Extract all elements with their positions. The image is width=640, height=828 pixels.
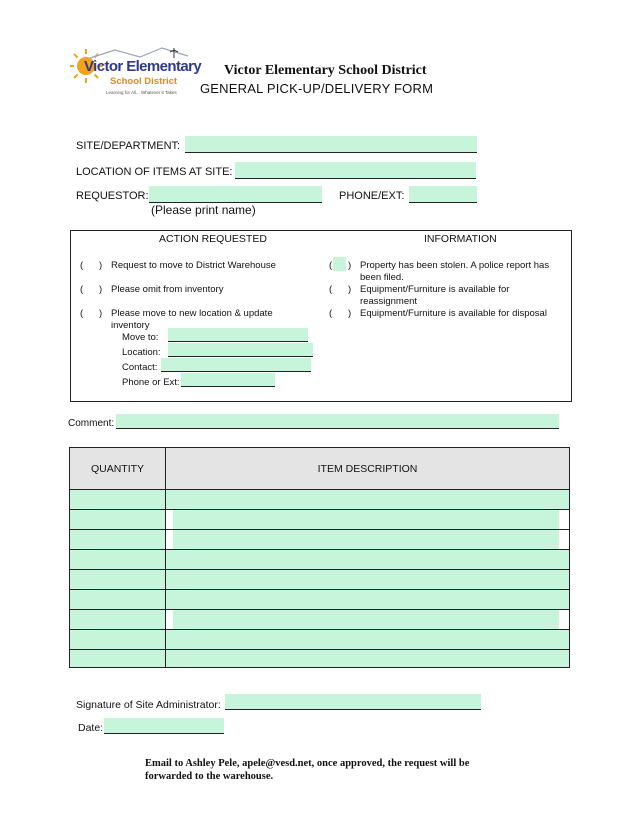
- cell-margin: [166, 510, 173, 529]
- action-info-box: [70, 230, 572, 402]
- move-to-label: Move to:: [122, 332, 159, 343]
- cell-margin: [559, 510, 569, 529]
- cell-margin: [559, 530, 569, 549]
- district-logo: [70, 44, 200, 100]
- action-paren-1[interactable]: ( ): [80, 260, 103, 271]
- info-item-disposal: Equipment/Furniture is available for disposal: [360, 308, 547, 319]
- table-row: [70, 530, 569, 550]
- table-row: [70, 570, 569, 590]
- logo-subtitle: School District: [110, 76, 178, 87]
- info-item-stolen: Property has been stolen. A police report has been filed.: [360, 260, 550, 283]
- items-table: [69, 447, 570, 668]
- comment-field[interactable]: [116, 414, 559, 429]
- requestor-label: REQUESTOR:: [76, 190, 149, 202]
- info-paren-3[interactable]: ( ): [329, 308, 352, 319]
- print-hint: (Please print name): [151, 203, 256, 217]
- date-field[interactable]: [104, 718, 224, 734]
- phone-field[interactable]: [409, 186, 477, 203]
- quantity-header: QUANTITY: [90, 463, 145, 475]
- action-paren-3[interactable]: ( ): [80, 308, 103, 319]
- location-label: LOCATION OF ITEMS AT SITE:: [76, 166, 233, 178]
- signature-field[interactable]: [225, 694, 481, 710]
- logo-name: Victor Elementary: [84, 58, 202, 75]
- logo-tagline: Learning for All... Whatever it Takes: [106, 90, 177, 95]
- signature-label: Signature of Site Administrator:: [76, 699, 221, 711]
- info-paren-1[interactable]: ( ): [329, 260, 352, 271]
- footer-line-1: Email to Ashley Pele, apele@vesd.net, once approved, the request will be: [145, 758, 470, 769]
- table-row: [70, 630, 569, 650]
- table-row: [70, 590, 569, 610]
- contact-field[interactable]: [161, 358, 311, 372]
- site-field[interactable]: [185, 136, 477, 153]
- footer-line-2: forwarded to the warehouse.: [145, 771, 274, 782]
- phone-label: PHONE/EXT:: [339, 190, 405, 202]
- action-item-omit: Please omit from inventory: [111, 284, 224, 295]
- move-to-field[interactable]: [168, 328, 308, 342]
- site-label: SITE/DEPARTMENT:: [76, 140, 181, 152]
- new-location-label: Location:: [122, 347, 161, 358]
- phone-ext-field[interactable]: [181, 373, 275, 387]
- cell-margin: [166, 610, 173, 629]
- table-row: [70, 650, 569, 667]
- action-item-warehouse: Request to move to District Warehouse: [111, 260, 276, 271]
- table-row: [70, 490, 569, 510]
- cell-margin: [559, 610, 569, 629]
- action-heading: ACTION REQUESTED: [159, 233, 267, 245]
- cell-margin: [166, 530, 173, 549]
- phone-ext-label: Phone or Ext:: [122, 377, 180, 388]
- info-paren-2[interactable]: ( ): [329, 284, 352, 295]
- table-row: [70, 510, 569, 530]
- location-field[interactable]: [235, 162, 476, 179]
- info-item-reassignment: Equipment/Furniture is available for reassignment: [360, 284, 510, 307]
- info-heading: INFORMATION: [424, 233, 497, 245]
- description-header: ITEM DESCRIPTION: [317, 463, 418, 475]
- action-paren-2[interactable]: ( ): [80, 284, 103, 295]
- body-divider: [165, 490, 166, 667]
- table-row: [70, 550, 569, 570]
- district-name: Victor Elementary School District: [224, 63, 427, 78]
- contact-label: Contact:: [122, 362, 158, 373]
- form-title: GENERAL PICK-UP/DELIVERY FORM: [200, 81, 434, 96]
- table-row: [70, 610, 569, 630]
- date-label: Date:: [78, 722, 104, 734]
- new-location-field[interactable]: [168, 343, 313, 357]
- comment-label: Comment:: [68, 418, 115, 429]
- requestor-field[interactable]: [149, 186, 322, 203]
- action-item-relocate: Please move to new location & update inventory: [111, 308, 273, 331]
